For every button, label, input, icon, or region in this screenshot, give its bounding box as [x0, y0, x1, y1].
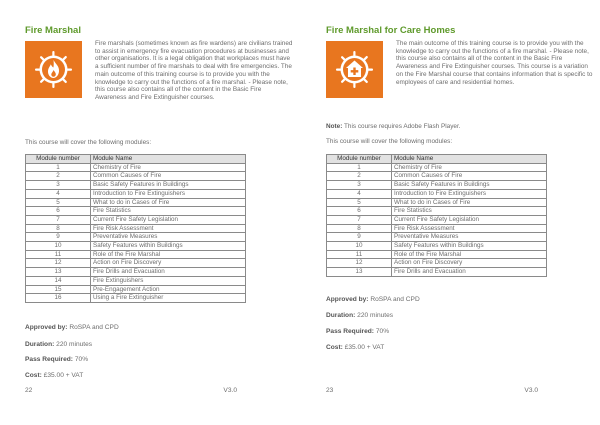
module-number-cell: 9 [327, 233, 392, 242]
table-row [26, 181, 246, 190]
approved-label: Approved by: [25, 324, 68, 331]
approved-value: RoSPA and CPD [69, 324, 119, 331]
module-name-cell: Fire Risk Assessment [91, 224, 246, 233]
module-number-cell: 2 [327, 172, 392, 181]
module-name-cell: Introduction to Fire Extinguishers [392, 189, 547, 198]
page-left [25, 0, 295, 425]
module-number-cell: 5 [327, 198, 392, 207]
module-number-cell: 16 [26, 294, 91, 303]
course-description-text: The main outcome of this training course is to provide you with the knowledge to carry out the functions of a fire marshal. - Please note, this course also contains all of the content in the Basic Fire Awareness and Fire Extinguisher courses. This course is a variation on the Fire Marshal course that contains information that is specific to employees of care and residential homes. [396, 40, 593, 86]
module-name-cell: Current Fire Safety Legislation [392, 215, 547, 224]
module-name-cell: Introduction to Fire Extinguishers [91, 189, 246, 198]
table-row [327, 268, 547, 277]
cost-label: Cost: [25, 372, 42, 379]
module-name-cell: What to do in Cases of Fire [392, 198, 547, 207]
module-name-cell: Common Causes of Fire [91, 172, 246, 181]
module-number-cell: 3 [26, 181, 91, 190]
module-name-cell: Preventative Measures [392, 233, 547, 242]
modules-table [326, 154, 547, 277]
table-row [327, 207, 547, 216]
table-row [26, 172, 246, 181]
table-row [26, 268, 246, 277]
table-row [26, 294, 246, 303]
header-module-name: Module Name [91, 155, 246, 164]
version-label: V3.0 [524, 387, 538, 394]
module-name-cell: Fire Extinguishers [91, 276, 246, 285]
table-row [26, 242, 246, 251]
cost-label: Cost: [326, 344, 343, 351]
table-row [327, 181, 547, 190]
module-name-cell: Action on Fire Discovery [91, 259, 246, 268]
module-name-cell: Safety Features within Buildings [91, 242, 246, 251]
module-number-cell: 7 [26, 215, 91, 224]
module-number-cell: 5 [26, 198, 91, 207]
module-number-cell: 6 [327, 207, 392, 216]
module-number-cell: 10 [327, 242, 392, 251]
header-module-name: Module Name [392, 155, 547, 164]
header-module-number: Module number [327, 155, 392, 164]
table-row [327, 215, 547, 224]
module-name-cell: Fire Statistics [392, 207, 547, 216]
cost-value: £35.00 + VAT [344, 344, 385, 351]
module-name-cell: Using a Fire Extinguisher [91, 294, 246, 303]
module-number-cell: 6 [26, 207, 91, 216]
table-row [26, 224, 246, 233]
module-name-cell: Basic Safety Features in Buildings [91, 181, 246, 190]
module-number-cell: 11 [26, 250, 91, 259]
module-number-cell: 2 [26, 172, 91, 181]
module-name-cell: Action on Fire Discovery [392, 259, 547, 268]
duration-label: Duration: [25, 341, 55, 348]
module-number-cell: 14 [26, 276, 91, 285]
note-value: This course requires Adobe Flash Player. [344, 123, 461, 130]
table-row [327, 259, 547, 268]
pass-required [326, 328, 389, 335]
note-label: Note: [326, 123, 343, 130]
module-name-cell: Preventative Measures [91, 233, 246, 242]
module-name-cell: Fire Statistics [91, 207, 246, 216]
course-description [25, 40, 293, 102]
module-number-cell: 11 [327, 250, 392, 259]
approved-by [326, 296, 420, 303]
table-row [327, 250, 547, 259]
table-row [26, 276, 246, 285]
table-row [26, 215, 246, 224]
module-name-cell: Current Fire Safety Legislation [91, 215, 246, 224]
table-row [327, 242, 547, 251]
module-number-cell: 3 [327, 181, 392, 190]
table-row [327, 189, 547, 198]
table-row [26, 259, 246, 268]
table-row [327, 233, 547, 242]
table-row [327, 172, 547, 181]
module-number-cell: 1 [26, 163, 91, 172]
module-number-cell: 12 [327, 259, 392, 268]
module-number-cell: 10 [26, 242, 91, 251]
table-header-row [327, 155, 547, 164]
module-name-cell: Chemistry of Fire [392, 163, 547, 172]
page-right [326, 0, 596, 425]
version-label: V3.0 [223, 387, 237, 394]
module-name-cell: Common Causes of Fire [392, 172, 547, 181]
course-description [326, 40, 594, 102]
cost-value: £35.00 + VAT [43, 372, 84, 379]
table-row [26, 163, 246, 172]
module-number-cell: 8 [327, 224, 392, 233]
module-name-cell: What to do in Cases of Fire [91, 198, 246, 207]
module-number-cell: 12 [26, 259, 91, 268]
module-name-cell: Role of the Fire Marshal [392, 250, 547, 259]
table-row [26, 285, 246, 294]
module-name-cell: Basic Safety Features in Buildings [392, 181, 547, 190]
table-row [26, 198, 246, 207]
module-name-cell: Pre-Engagement Action [91, 285, 246, 294]
table-row [327, 163, 547, 172]
module-number-cell: 7 [327, 215, 392, 224]
approved-label: Approved by: [326, 296, 369, 303]
modules-table [25, 154, 246, 303]
course-title: Fire Marshal [25, 25, 81, 36]
header-module-number: Module number [26, 155, 91, 164]
module-name-cell: Fire Risk Assessment [392, 224, 547, 233]
module-name-cell: Chemistry of Fire [91, 163, 246, 172]
module-number-cell: 13 [26, 268, 91, 277]
table-header-row [26, 155, 246, 164]
course-description-text: Fire marshals (sometimes known as fire wardens) are civilians trained to assist in emergency fire evacuation procedures at businesses and other organisations. It is a legal obligation that workplaces must have a sufficient number of fire marshals to deal with fire emergencies. The main outcome of this training course is to provide you with the knowledge to carry out the functions of a fire marshal. - Please note, this course also contains all of the content in the Basic Fire Awareness and Fire Extinguisher courses. [95, 40, 293, 101]
cost [25, 372, 83, 379]
pass-value: 70% [74, 356, 89, 363]
module-name-cell: Safety Features within Buildings [392, 242, 547, 251]
table-row [26, 207, 246, 216]
module-number-cell: 9 [26, 233, 91, 242]
module-number-cell: 13 [327, 268, 392, 277]
module-number-cell: 8 [26, 224, 91, 233]
module-name-cell: Role of the Fire Marshal [91, 250, 246, 259]
duration-value: 220 minutes [56, 341, 93, 348]
cost [326, 344, 384, 351]
modules-table-body [26, 163, 246, 302]
duration-value: 220 minutes [357, 312, 394, 319]
duration [25, 341, 92, 348]
course-title: Fire Marshal for Care Homes [326, 25, 456, 36]
module-number-cell: 15 [26, 285, 91, 294]
table-row [26, 233, 246, 242]
table-row [327, 224, 547, 233]
module-number-cell: 4 [26, 189, 91, 198]
pass-label: Pass Required: [326, 328, 375, 335]
pass-required [25, 356, 88, 363]
pass-label: Pass Required: [25, 356, 74, 363]
table-row [26, 189, 246, 198]
table-row [26, 250, 246, 259]
modules-table-body [327, 163, 547, 276]
module-number-cell: 4 [327, 189, 392, 198]
module-name-cell: Fire Drills and Evacuation [392, 268, 547, 277]
module-name-cell: Fire Drills and Evacuation [91, 268, 246, 277]
approved-value: RoSPA and CPD [370, 296, 420, 303]
course-note [326, 123, 461, 131]
table-row [327, 198, 547, 207]
modules-intro: This course will cover the following modules: [326, 138, 453, 145]
duration [326, 312, 393, 319]
page-number: 23 [326, 387, 334, 394]
duration-label: Duration: [326, 312, 356, 319]
modules-intro: This course will cover the following modules: [25, 139, 152, 146]
pass-value: 70% [375, 328, 390, 335]
page-number: 22 [25, 387, 33, 394]
approved-by [25, 324, 119, 331]
module-number-cell: 1 [327, 163, 392, 172]
